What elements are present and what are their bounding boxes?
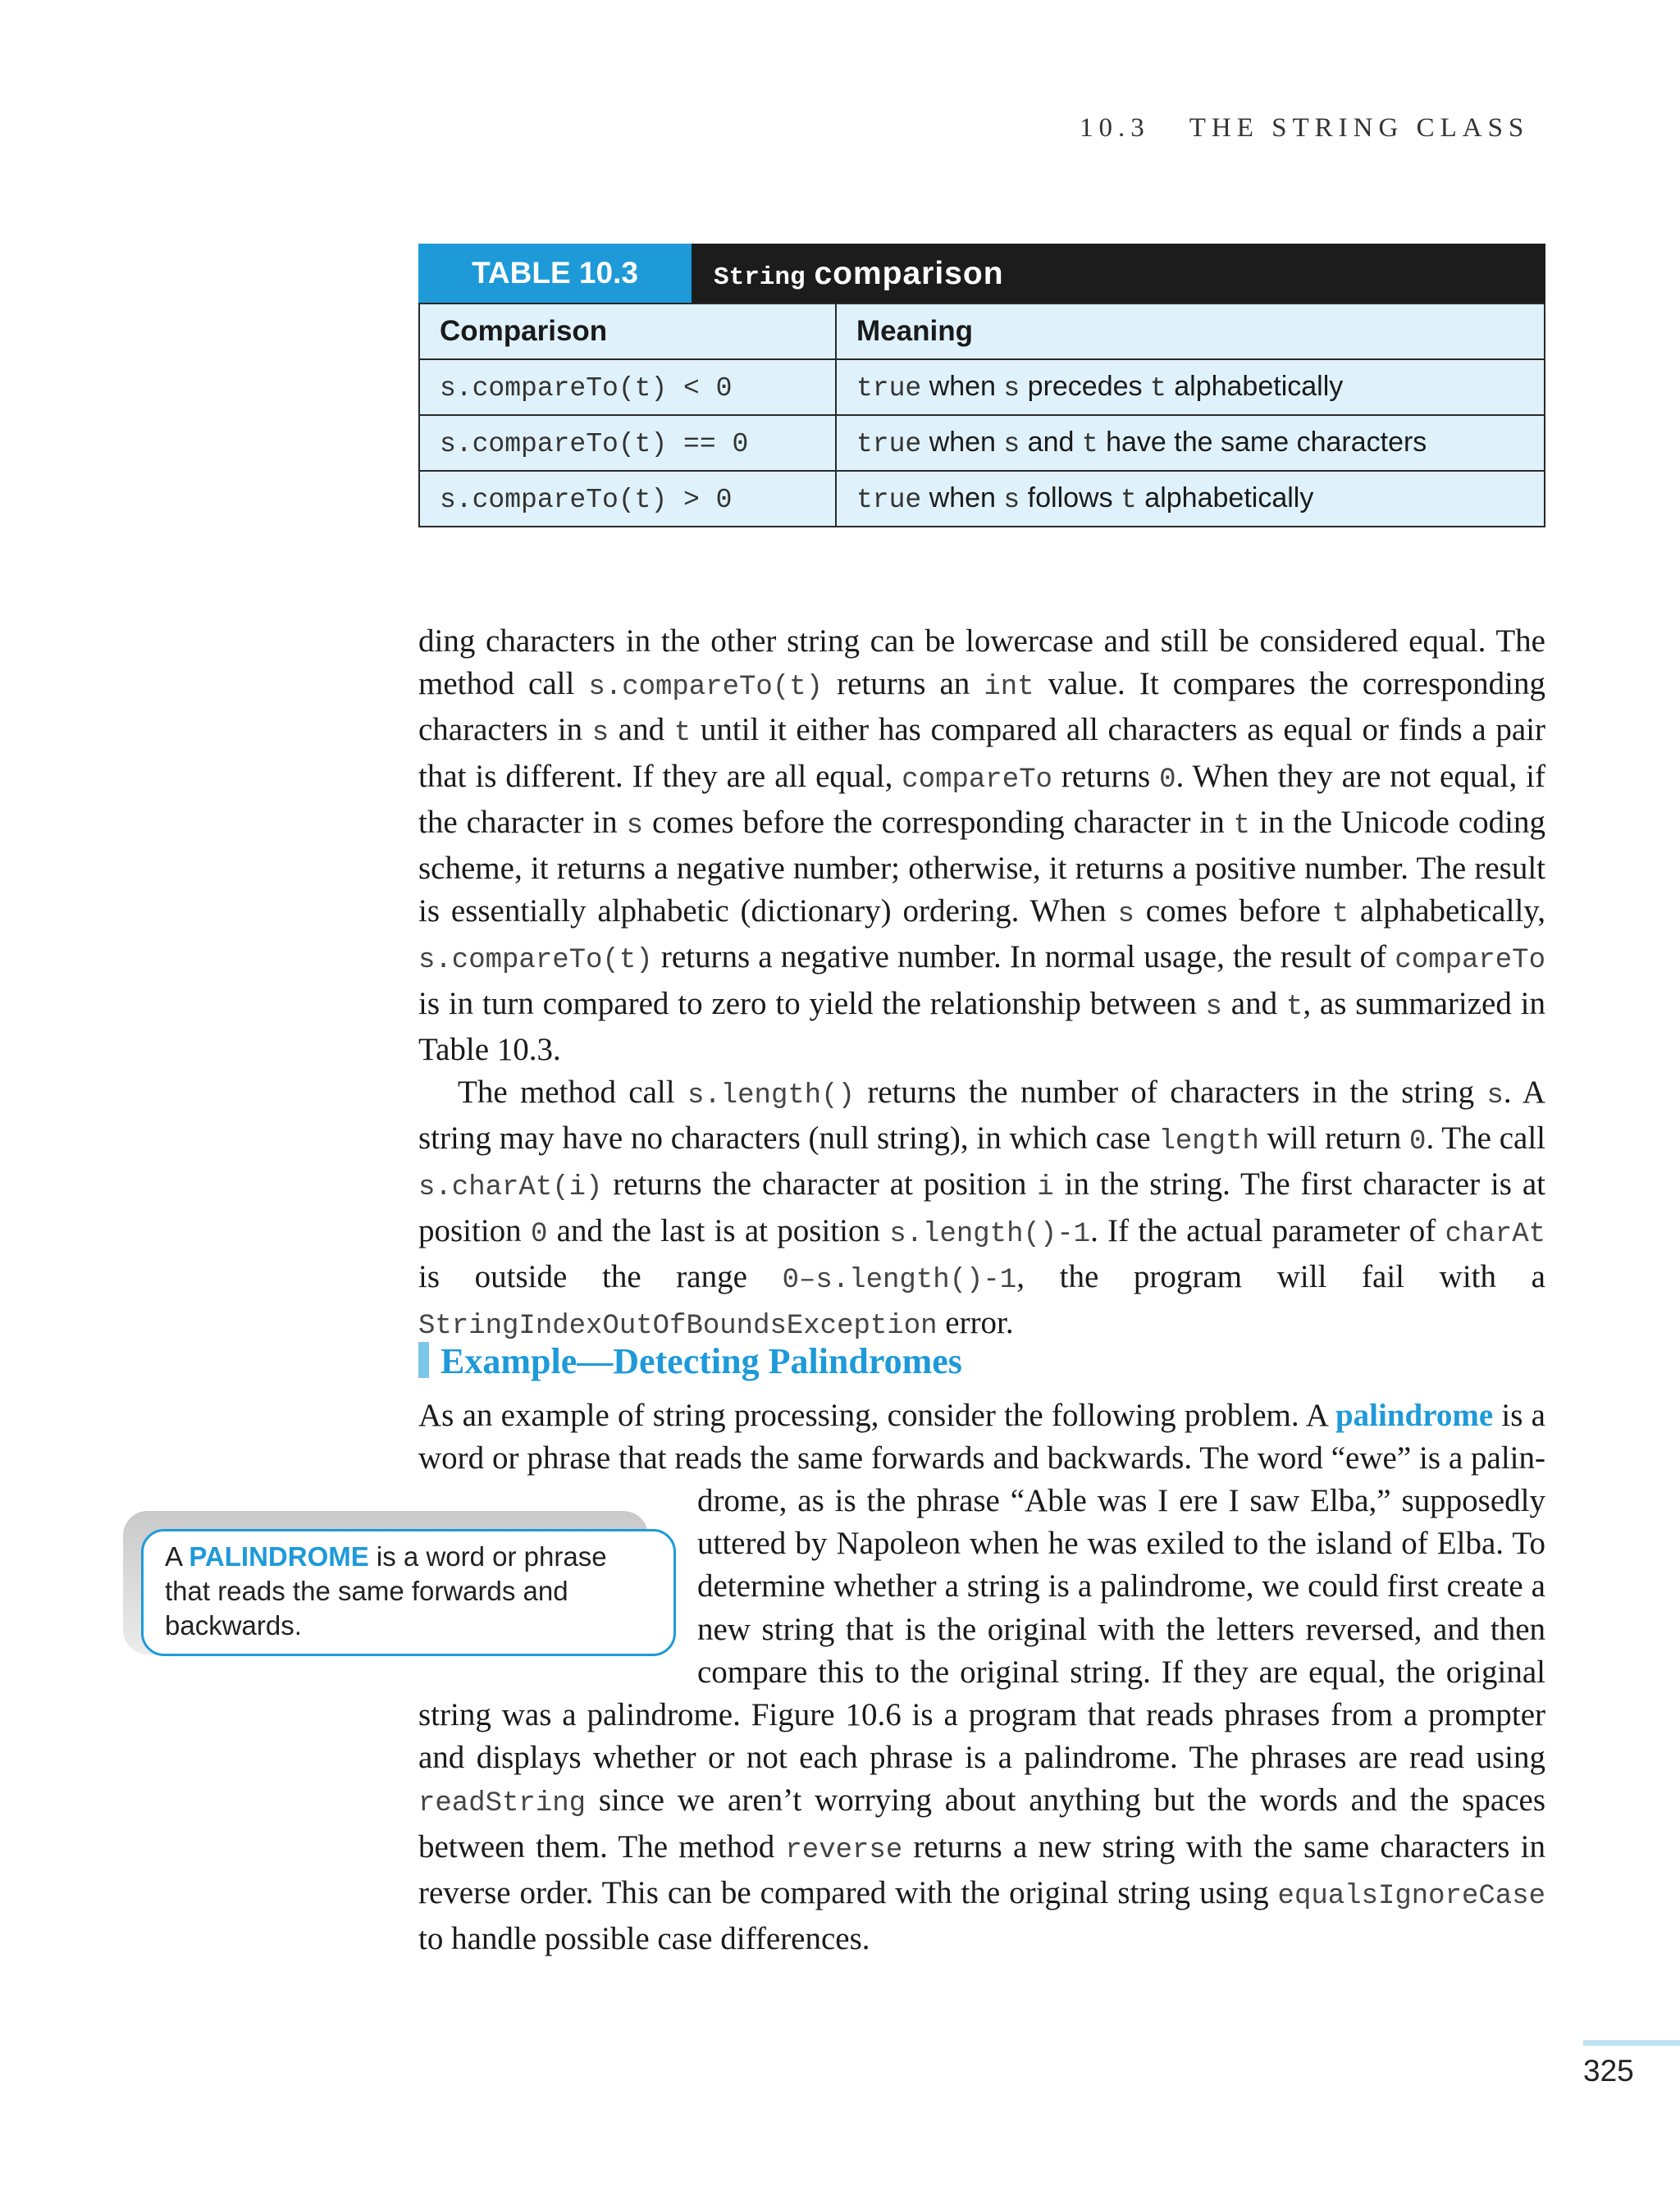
code-run: reverse: [785, 1834, 903, 1866]
text-run: in the string. The first character is at position: [418, 1166, 1545, 1248]
meaning-s: s: [1003, 429, 1020, 459]
code-run: s: [591, 718, 609, 750]
text-run: to handle possible case differences.: [418, 1921, 870, 1957]
paragraph-palindrome-rest: [418, 1694, 1545, 1960]
code-run: t: [1331, 899, 1349, 931]
meaning-t: t: [1081, 429, 1098, 459]
code-run: s: [1117, 899, 1134, 931]
column-header: Comparison: [419, 304, 836, 359]
code-run: 0: [1159, 764, 1176, 796]
text-run: As an example of string processing, consider the following problem. A: [418, 1398, 1335, 1433]
text-run: returns: [1052, 758, 1160, 794]
heading-text: Example—Detecting Palindromes: [441, 1341, 962, 1381]
code-run: s.compareTo(t): [588, 672, 824, 704]
text-run: and: [1221, 985, 1286, 1021]
meaning-text: and: [1020, 427, 1082, 458]
meaning-cell: [836, 415, 1545, 471]
text-run: is in turn compared to zero to yield the relationship between: [418, 985, 1206, 1021]
meaning-true: true: [856, 485, 922, 515]
text-run: returns a negative number. In normal usage, the result of: [652, 939, 1395, 975]
text-run: alphabetically,: [1349, 893, 1546, 929]
comparison-table: [418, 244, 1545, 527]
table-header-row: [419, 304, 1545, 359]
meaning-cell: [836, 359, 1545, 415]
running-head-title: THE STRING CLASS: [1189, 113, 1530, 143]
meaning-text: alphabetically: [1166, 371, 1344, 402]
text-run: is outside the range: [418, 1258, 783, 1294]
heading-bar: [418, 1342, 429, 1378]
text-line: new string that is the original with the letters reversed, and then: [697, 1611, 1545, 1647]
text-run: is a: [1493, 1398, 1545, 1433]
text-run: returns the number of characters in the string: [854, 1075, 1487, 1111]
comparison-cell: [419, 415, 836, 471]
code-run: 0–s.length()-1: [782, 1264, 1017, 1296]
table-caption: [714, 244, 1004, 303]
code-run: s.length()-1: [889, 1218, 1091, 1250]
meaning-cell: [836, 471, 1545, 527]
code-run: t: [673, 718, 692, 750]
text-line: determine whether a string is a palindrome, we could first create a: [697, 1568, 1545, 1604]
meaning-s: s: [1003, 373, 1020, 404]
code-run: readString: [418, 1788, 587, 1820]
meaning-text: when: [921, 482, 1004, 513]
paragraph-palindrome-intro: [418, 1394, 1545, 1480]
meaning-text: alphabetically: [1136, 482, 1314, 513]
code-run: s.charAt(i): [418, 1172, 603, 1204]
column-header: Meaning: [836, 304, 1545, 359]
meaning-text: follows: [1020, 482, 1121, 513]
text-run: returns an: [823, 666, 984, 702]
meaning-text: when: [921, 371, 1004, 402]
text-run: The method call: [458, 1075, 687, 1111]
code-run: t: [1285, 991, 1303, 1023]
text-run: until it either has compared all characters as equal or finds a pair that is different. If they are all equal,: [418, 712, 1545, 794]
text-run: and: [609, 712, 674, 748]
table-caption-text: comparison: [814, 256, 1004, 291]
meaning-text: precedes: [1020, 371, 1150, 402]
text-run: comes before: [1134, 893, 1332, 929]
code-run: int: [984, 672, 1034, 704]
code-run: s.length(): [687, 1080, 855, 1112]
meaning-t: t: [1121, 485, 1137, 515]
text-run: returns the character at position: [602, 1166, 1038, 1203]
text-run: in the Unicode coding scheme, it returns a negative number; otherwise, it returns a positive number. The result is essentially alphabetic (dictionary) ordering. When: [418, 804, 1545, 929]
text-run: since we aren’t worrying about anything but the words and the spaces between them. The method: [418, 1782, 1545, 1864]
table-header-bar: [418, 244, 1545, 303]
text-run: string was a palindrome. Figure 10.6 is a program that reads phrases from a prompter and displays whether or not each phrase is a palindrome. The phrases are read using: [418, 1697, 1545, 1776]
code-run: charAt: [1445, 1218, 1545, 1250]
code-run: compareTo: [1395, 945, 1545, 977]
text-run: comes before the corresponding character in: [643, 804, 1234, 840]
body-text: [418, 620, 1545, 1348]
running-head-section: 10.3: [1080, 113, 1150, 143]
code-run: s.compareTo(t): [418, 945, 653, 977]
paragraph-palindrome-wrap: [697, 1480, 1545, 1694]
text-run: . The call: [1426, 1120, 1545, 1157]
page-number-rule: [1583, 2040, 1680, 2046]
text-run: . When they are not equal, if the character in: [418, 758, 1545, 840]
paragraph-compare: [418, 620, 1545, 1071]
comparison-cell: [419, 359, 836, 415]
code-run: i: [1037, 1172, 1054, 1204]
text-run: . A string may have no characters (null string), in which case: [418, 1075, 1545, 1157]
text-line: word or phrase that reads the same forwards and backwards. The word “ewe” is a palin-: [418, 1440, 1545, 1476]
note-text: is a word or phrase that reads the same forwards and backwards.: [165, 1541, 607, 1641]
comparison-code: s.compareTo(t) < 0: [440, 373, 733, 404]
comparison-code: s.compareTo(t) == 0: [440, 429, 749, 459]
code-run: 0: [1409, 1126, 1427, 1158]
text-run: and the last is at position: [547, 1212, 890, 1248]
meaning-text: have the same characters: [1098, 427, 1427, 458]
code-run: 0: [530, 1218, 548, 1250]
meaning-text: when: [921, 427, 1004, 458]
margin-note: [141, 1529, 676, 1656]
table-row: [419, 359, 1545, 415]
table-row: [419, 415, 1545, 471]
code-run: compareTo: [902, 764, 1052, 796]
text-run: , the program will fail with a: [1016, 1258, 1545, 1294]
meaning-true: true: [856, 429, 922, 459]
paragraph-length: [418, 1071, 1545, 1348]
text-run: , as summarized in Table 10.3.: [418, 985, 1545, 1067]
code-run: t: [1233, 810, 1251, 842]
text-run: will return: [1258, 1120, 1410, 1157]
code-run: s: [626, 810, 644, 842]
code-run: StringIndexOutOfBoundsException: [418, 1311, 938, 1343]
table-caption-code: String: [714, 263, 806, 292]
table-body: [418, 303, 1545, 527]
table-label: TABLE 10.3: [418, 244, 692, 303]
text-line: compare this to the original string. If they are equal, the original: [697, 1654, 1545, 1690]
text-block: [418, 1694, 1545, 1960]
text-run: value. It compares the corresponding characters in: [418, 666, 1546, 748]
meaning-true: true: [856, 373, 922, 404]
key-term: palindrome: [1335, 1398, 1494, 1433]
code-run: equalsIgnoreCase: [1277, 1880, 1545, 1912]
meaning-s: s: [1003, 485, 1020, 515]
code-run: s: [1486, 1080, 1504, 1112]
note-text: A: [165, 1541, 189, 1572]
text-line: uttered by Napoleon when he was exiled to the island of Elba. To: [697, 1526, 1545, 1562]
text-run: error.: [937, 1305, 1014, 1341]
text-run: ding characters in the other string can be lowercase and still be considered equal. The method call: [418, 623, 1545, 702]
text-run: . If the actual parameter of: [1090, 1212, 1445, 1248]
note-key-term: PALINDROME: [189, 1541, 369, 1572]
text-run: returns a new string with the same characters in reverse order. This can be compared with the original string using: [418, 1828, 1545, 1910]
section-heading: [418, 1340, 962, 1382]
meaning-t: t: [1149, 373, 1166, 404]
code-run: length: [1158, 1126, 1259, 1158]
running-head: [1080, 113, 1529, 144]
text-line: [418, 1394, 1545, 1437]
code-run: s: [1205, 991, 1222, 1023]
text-line: drome, as is the phrase “Able was I ere I saw Elba,” supposedly: [697, 1483, 1545, 1518]
comparison-cell: [419, 471, 836, 527]
comparison-code: s.compareTo(t) > 0: [440, 485, 733, 515]
page-number: 325: [1583, 2054, 1634, 2088]
table-row: [419, 471, 1545, 527]
